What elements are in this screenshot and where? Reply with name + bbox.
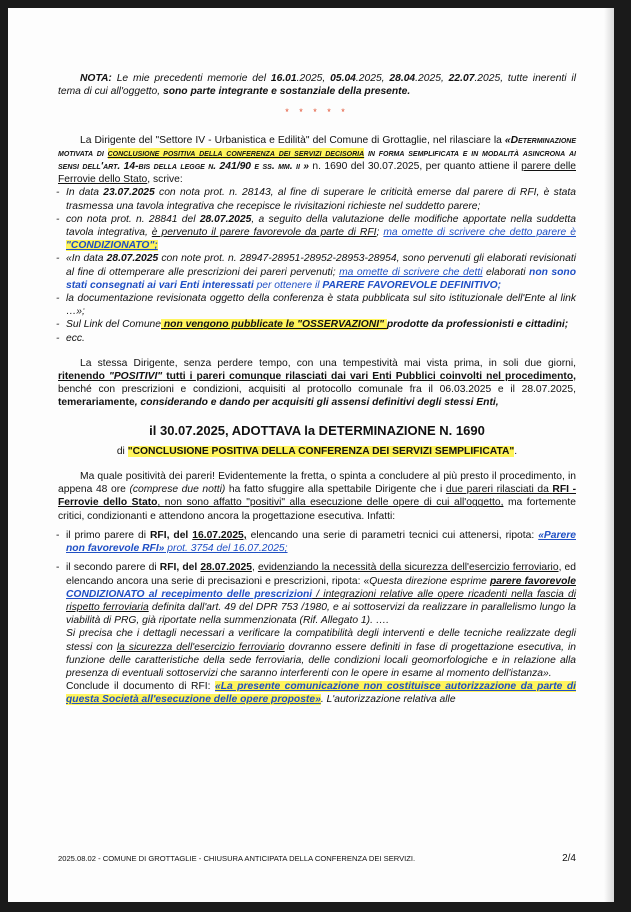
paragraph-dirigente: La Dirigente del "Settore IV - Urbanistica e Edilità" del Comune di Grottaglie, nel rilasciare la «Determinazione motivata di conclusione positiva della conferenza dei servizi decisoria in forma semplificata e in modalità asincrona ai sensi dell'art. 14-bis della legge n. 241/90 e ss. mm. ii » n. 1690 del 30.07.2025, per quanto attiene il parere delle Ferrovie dello Stato, scrive: (58, 134, 576, 186)
rfi-list (58, 529, 576, 555)
determination-subtitle: di "CONCLUSIONE POSITIVA DELLA CONFERENZA DEI SERVIZI SEMPLIFICATA". (116, 445, 518, 457)
footer-text: 2025.08.02 - COMUNE DI GROTTAGLIE - CHIUSURA ANTICIPATA DELLA CONFERENZA DEI SERVIZI. (58, 854, 416, 863)
paragraph-stessa-dirigente: La stessa Dirigente, senza perdere tempo, con una tempestività mai vista prima, in soli due giorni, ritenendo "POSITIVI" tutti i pareri comunque rilasciati dai vari Enti Pubblici coinvolti nel procedimento, benché con prescrizioni e condizioni, acquisiti al protocollo comunale fra il 06.03.2025 e il 28.07.2025, temerariamente, considerando e dando per acquisiti gli assensi definitivi degli stessi Enti, (58, 357, 576, 409)
list-item: - «In data 28.07.2025 con note prot. n. 28947-28951-28952-28953-28954, sono pervenuti gli elaborati revisionati al fine di ottemperare alle prescrizioni dei pareri pervenuti; ma omette di scrivere che detti elaborati non sono stati consegnati ai vari Enti interessati per ottenere il PARERE FAVOREVOLE DEFINITIVO; (58, 252, 576, 292)
list-item: - ecc. (58, 332, 576, 345)
list-item-rfi-1: - il primo parere di RFI, del 16.07.2025, elencando una serie di parametri tecnici cui attenersi, ripota: «Parere non favorevole RFI» prot. 3754 del 16.07.2025; (58, 529, 576, 555)
list-item-rfi-2: - il secondo parere di RFI, del 28.07.2025, evidenziando la necessità della sicurezza dell'esercizio ferroviario, ed elencando ancora una serie di precisazioni e prescrizioni, ripota: «Questa direzione esprime parere favorevole CONDIZIONATO al recepimento delle prescrizioni / integrazioni relative alle opere ricadenti nella fascia di rispetto ferroviaria definita dall'art. 49 del DPR 753 /1980, e ai sottoservizi da realizzare in parallelismo lungo la viabilità di PRG, già riportate nella summenzionata (Rif. Allegato 1). …. Si precisa che i dettagli necessari a verificare la compatibilità degli interventi e delle tecniche realizzate degli stessi con la sicurezza dell'esercizio ferroviario dovranno essere definiti in fase di progettazione esecutiva, in funzione delle caratteristiche della sede ferroviaria, delle condizioni locali geomorfologiche e in relazione alla presenza di eventuali sottoservizi che saranno interferenti con le opere in esame al momento dell'istanza». Conclude il documento di RFI: «La presente comunicazione non costituisce autorizzazione da parte di questa Società all'esecuzione delle opere proposte». L'autorizzazione relativa alle (58, 561, 576, 706)
rfi-conclusion: Conclude il documento di RFI: «La presente comunicazione non costituisce autorizzazione da parte di questa Società all'esecuzione delle opere proposte». L'autorizzazione relativa alle (66, 681, 576, 706)
document-page (8, 8, 614, 902)
page-footer (58, 852, 576, 865)
list-item: - la documentazione revisionata oggetto della conferenza è stata pubblicata sul sito istituzionale dell'Ente al link …»; (58, 292, 576, 318)
note-paragraph: NOTA: Le mie precedenti memorie del 16.01.2025, 05.04.2025, 28.04.2025, 22.07.2025, tutte inerenti il tema di cui all'oggetto, sono parte integrante e sostanziale della presente. (58, 73, 576, 98)
separator-stars: * * * * * (285, 107, 349, 118)
page-number: 2/4 (562, 853, 576, 864)
rfi-quote-continued: Si precisa che i dettagli necessari a verificare la compatibilità degli interventi e delle tecniche realizzate degli stessi con la sicurezza dell'esercizio ferroviario dovranno essere definiti in fase di progettazione esecutiva, in funzione delle caratteristiche della sede ferroviaria, delle condizioni locali geomorfologiche e in relazione alla presenza di eventuali sottoservizi che saranno interferenti con le opere in esame al momento dell'istanza». (66, 628, 576, 679)
determination-title: il 30.07.2025, ADOTTAVA la DETERMINAZIONE N. 1690 (149, 422, 485, 438)
paragraph-positivita: Ma quale positività dei pareri! Evidentemente la fretta, o spinta a concludere al più presto il procedimento, in appena 48 ore (comprese due notti) ha fatto sfuggire alla spettabile Dirigente che i due pareri rilasciati da RFI - Ferrovie dello Stato, non sono affatto "positivi" alla esecuzione delle opere di cui all'oggetto, ma fortemente critici, condizionanti e attendono ancora la progettazione esecutiva. Infatti: (58, 471, 577, 522)
rfi-list-2 (58, 561, 576, 706)
list-item: - con nota prot. n. 28841 del 28.07.2025, a seguito della valutazione delle modifiche apportate nella suddetta tavola integrativa, è pervenuto il parere favorevole da parte di RFI; ma omette di scrivere che detto parere è "CONDIZIONATO"; (58, 213, 576, 253)
list-item: - Sul Link del Comune non vengono pubblicate le "OSSERVAZIONI" prodotte da professionisti e cittadini; (58, 318, 576, 331)
quoted-list (58, 186, 576, 344)
page-edge-shadow (604, 8, 614, 902)
list-item: - In data 23.07.2025 con nota prot. n. 28143, al fine di superare le criticità emerse dal parere di RFI, è stata trasmessa una tavola integrativa che recepisce le rivisitazioni richieste nel suddetto parere; (58, 186, 576, 212)
